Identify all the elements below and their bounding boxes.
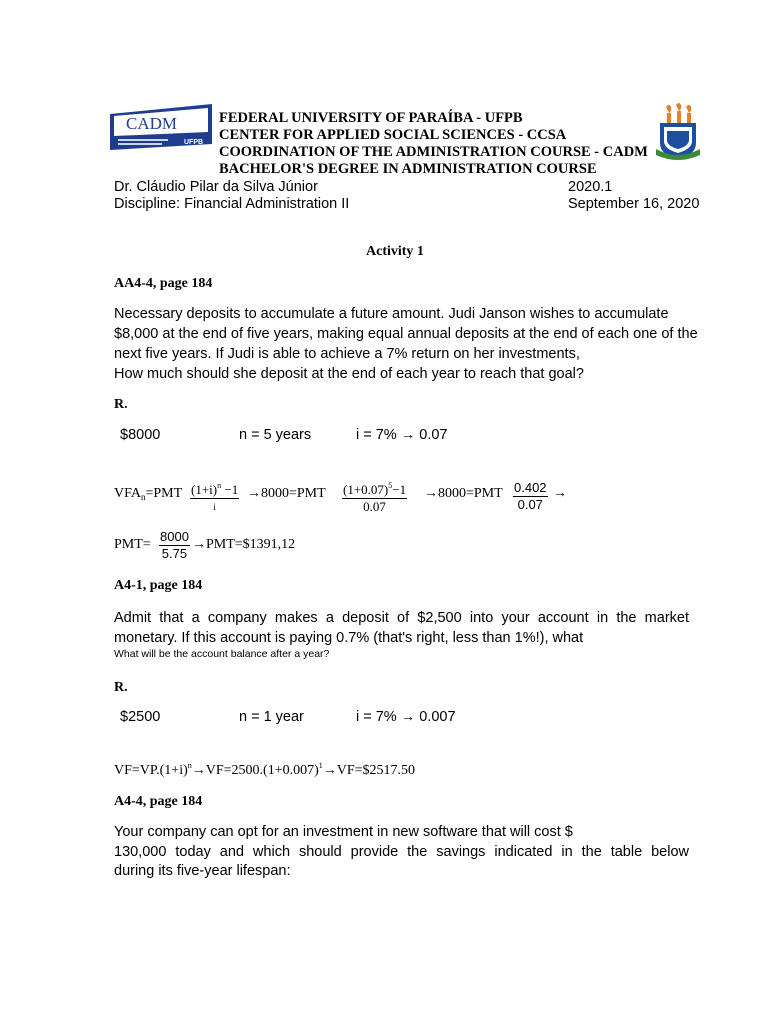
semester: 2020.1 (568, 179, 613, 195)
center-name: CENTER FOR APPLIED SOCIAL SCIENCES - CCSA (219, 127, 567, 143)
q1-line-2: $8,000 at the end of five years, making equal annual deposits at the end of each one of the (114, 326, 698, 342)
degree-name: BACHELOR'S DEGREE IN ADMINISTRATION COURSE (219, 161, 597, 177)
q1-formula-lhs (114, 486, 182, 502)
q1-pmt-lhs: PMT= (114, 537, 151, 552)
q1-pmt-result: →PMT=$1391,12 (192, 537, 296, 552)
q2-given-periods: n = 1 year (239, 709, 304, 725)
q1-formula-step1: →8000=PMT (247, 486, 326, 501)
cadm-logo-text: CADM (126, 114, 178, 133)
q1-line-3: next five years. If Judi is able to achieve a 7% return on her investments, (114, 346, 580, 362)
discipline: Discipline: Financial Administration II (114, 196, 350, 212)
q1-text (114, 304, 698, 384)
q2-line-1: Admit that a company makes a deposit of $2,500 into your account in the market (114, 610, 689, 626)
q3-line-3: during its five-year lifespan: (114, 863, 291, 879)
q1-line-1: Necessary deposits to accumulate a future amount. Judi Janson wishes to accumulate (114, 306, 669, 322)
q1-line-4: How much should she deposit at the end of each year to reach that goal? (114, 366, 584, 382)
cadm-logo-subtext: UFPB (184, 139, 204, 146)
q2-line-2: monetary. If this account is paying 0.7% (that's right, less than 1%!), what (114, 630, 584, 646)
activity-title: Activity 1 (366, 244, 424, 259)
date: September 16, 2020 (568, 196, 700, 212)
q3-line-1: Your company can opt for an investment in new software that will cost $ (114, 824, 573, 840)
q1-fraction-pmt: $\frac{8000}{5.75}$ (160, 529, 189, 561)
q2-text (114, 608, 689, 661)
q1-fraction-simplified: $\frac{0.402}{0.07}$ (514, 480, 547, 512)
q2-heading: A4-1, page 184 (114, 578, 203, 593)
ufpb-crest-logo (656, 103, 700, 161)
q3-text (114, 823, 689, 882)
q2-given-rate: i = 7% → 0.007 (356, 709, 456, 725)
q1-eq-pmt: =PMT (145, 486, 183, 501)
university-name: FEDERAL UNIVERSITY OF PARAÍBA - UFPB (219, 110, 523, 126)
q2-answer-label: R. (114, 680, 128, 695)
q1-fraction-general: $(1+i)^n -1$ i (190, 478, 239, 515)
q1-given-periods: n = 5 years (239, 427, 312, 443)
professor-name: Dr. Cláudio Pilar da Silva Júnior (114, 179, 318, 195)
q3-heading: A4-4, page 184 (114, 794, 203, 809)
q2-formula: $VF=VP.(1+i)^n\to VF=2500.(1+0.007)^1\to VF=\$2517.50$ (114, 761, 416, 778)
q1-answer-label: R. (114, 397, 128, 412)
q1-formula-step2: →8000=PMT (424, 486, 503, 501)
coordination-name: COORDINATION OF THE ADMINISTRATION COURSE - CADM (219, 144, 648, 160)
cadm-logo (110, 104, 212, 152)
q1-fraction-values: $\frac{(1+0.07)^5-1}{0.07}$ (342, 478, 407, 515)
q1-vfa: VFA (114, 486, 141, 501)
q1-given-rate: i = 7% → 0.07 (356, 427, 448, 443)
q1-vfa-sub: n (140, 492, 146, 502)
q1-heading: AA4-4, page 184 (114, 276, 213, 291)
q2-given-amount: $2500 (120, 709, 161, 725)
q1-formula-step3: → (553, 486, 567, 501)
q1-given-amount: $8000 (120, 427, 161, 443)
q3-line-2: 130,000 today and which should provide the savings indicated in the table below (114, 843, 689, 860)
q2-line-3: What will be the account balance after a year? (114, 648, 330, 660)
